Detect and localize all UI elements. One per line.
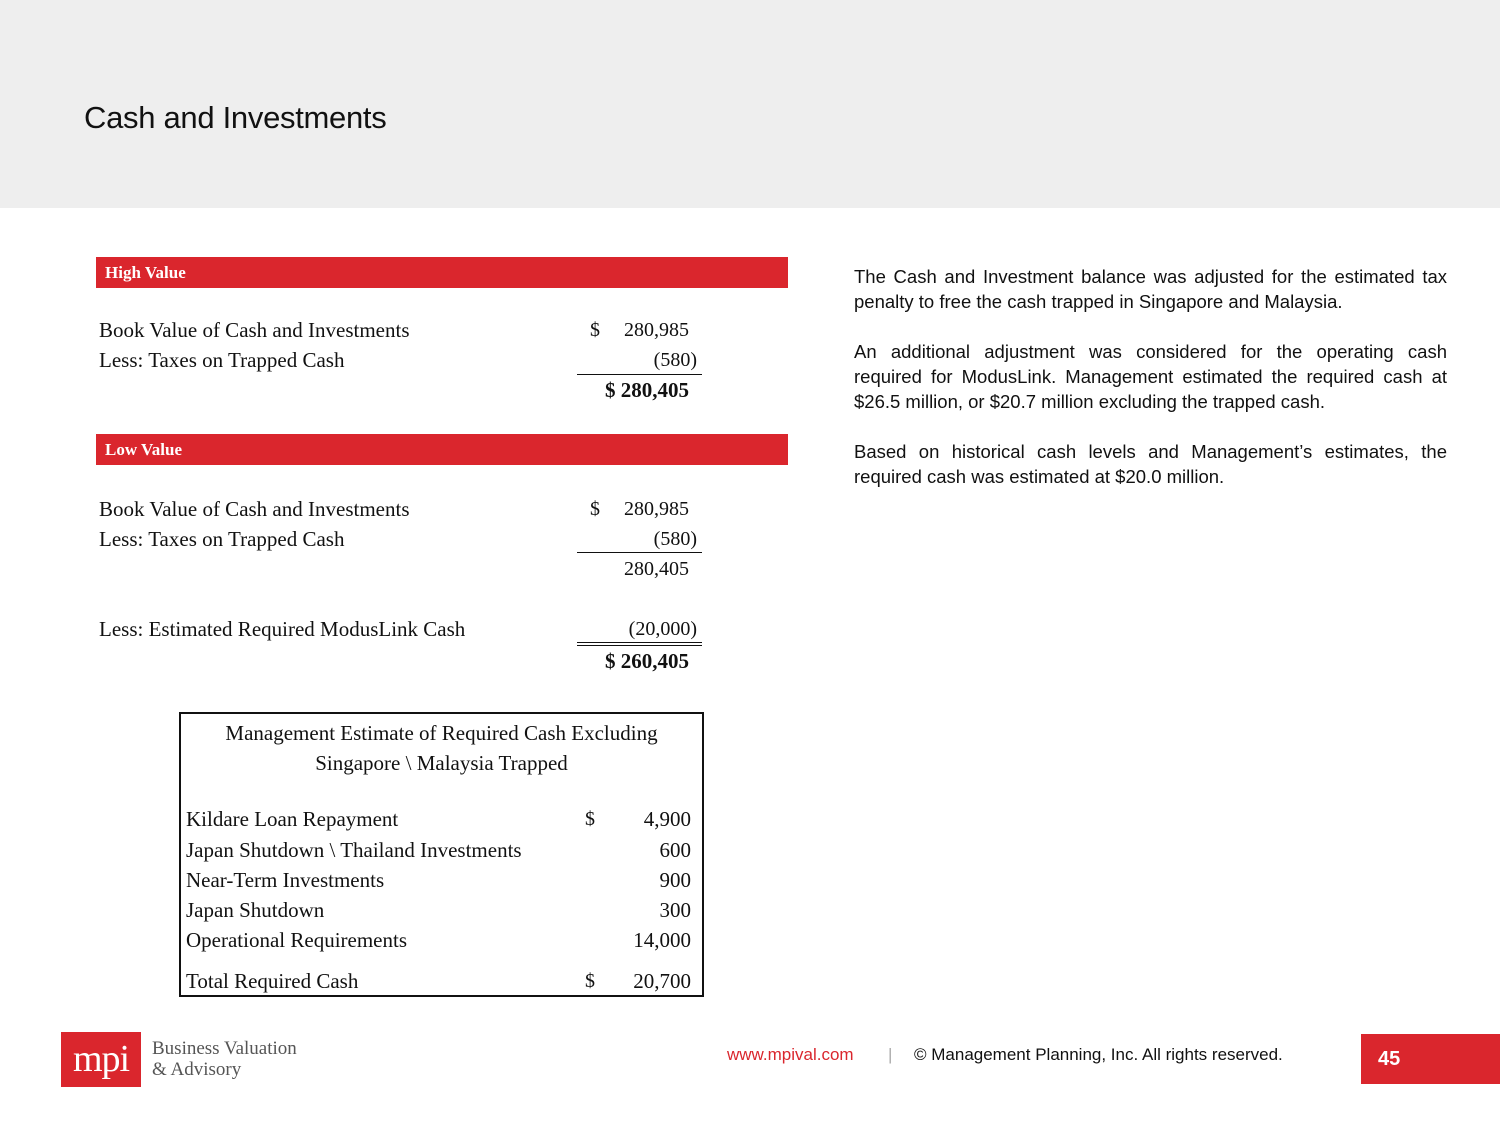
kildare-loan-amount: 4,900 xyxy=(643,807,691,831)
low-book-value-label: Book Value of Cash and Investments xyxy=(99,497,410,521)
mpi-logo: mpi xyxy=(61,1032,141,1087)
low-total-amount: $ 260,405 xyxy=(605,649,689,673)
total-required-currency: $ xyxy=(585,970,595,992)
low-taxes-label: Less: Taxes on Trapped Cash xyxy=(99,527,345,551)
low-subtotal-rule xyxy=(577,552,702,553)
management-estimate-title xyxy=(181,718,702,778)
low-value-header: Low Value xyxy=(96,434,788,465)
commentary-paragraph-3: Based on historical cash levels and Management’s estimates, the required cash was estimated at $20.0 million. xyxy=(854,441,1447,487)
management-estimate-title-line2: Singapore \ Malaysia Trapped xyxy=(315,751,568,775)
logo-tagline-line2: & Advisory xyxy=(152,1059,242,1080)
high-taxes-amount: (580) xyxy=(653,349,697,371)
kildare-loan-currency: $ xyxy=(585,808,595,830)
logo-tagline xyxy=(152,1038,297,1080)
low-subtotal-amount: 280,405 xyxy=(624,558,689,580)
low-book-value-currency: $ xyxy=(590,498,600,520)
commentary-paragraph-2: An additional adjustment was considered for the operating cash required for ModusLink. Management estimated the required cash at $26.5 million, or $20.7 million excluding the trapped cash. xyxy=(854,341,1447,412)
high-total-amount: $ 280,405 xyxy=(605,378,689,402)
japan-shutdown-label: Japan Shutdown xyxy=(186,898,325,922)
high-value-header: High Value xyxy=(96,257,788,288)
low-taxes-amount: (580) xyxy=(653,528,697,550)
operational-amount: 14,000 xyxy=(633,928,691,952)
japan-thailand-amount: 600 xyxy=(659,838,691,862)
logo-tagline-line1: Business Valuation xyxy=(152,1038,297,1059)
footer-website-link[interactable]: www.mpival.com xyxy=(727,1045,854,1064)
japan-thailand-label: Japan Shutdown \ Thailand Investments xyxy=(186,838,522,862)
commentary-paragraph-1: The Cash and Investment balance was adjusted for the estimated tax penalty to free the cash trapped in Singapore and Malaysia. xyxy=(854,266,1447,312)
near-term-label: Near-Term Investments xyxy=(186,868,385,892)
high-book-value-label: Book Value of Cash and Investments xyxy=(99,318,410,342)
high-book-value-currency: $ xyxy=(590,319,600,341)
total-required-label: Total Required Cash xyxy=(186,969,359,993)
total-required-amount: 20,700 xyxy=(633,969,691,993)
low-book-value-amount: 280,985 xyxy=(624,498,689,520)
low-required-cash-amount: (20,000) xyxy=(628,618,697,640)
high-taxes-label: Less: Taxes on Trapped Cash xyxy=(99,348,345,372)
japan-shutdown-amount: 300 xyxy=(659,898,691,922)
low-total-double-rule xyxy=(577,642,702,646)
management-estimate-table xyxy=(179,712,704,997)
high-book-value-amount: 280,985 xyxy=(624,319,689,341)
footer-copyright: © Management Planning, Inc. All rights reserved. xyxy=(914,1045,1283,1064)
near-term-amount: 900 xyxy=(659,868,691,892)
page-number: 45 xyxy=(1361,1034,1500,1084)
kildare-loan-label: Kildare Loan Repayment xyxy=(186,807,399,831)
footer-separator: | xyxy=(888,1045,893,1064)
operational-label: Operational Requirements xyxy=(186,928,408,952)
management-estimate-title-line1: Management Estimate of Required Cash Excluding xyxy=(225,721,658,745)
high-subtotal-rule xyxy=(577,374,702,375)
commentary xyxy=(854,264,1447,514)
page-title: Cash and Investments xyxy=(84,100,387,135)
low-required-cash-label: Less: Estimated Required ModusLink Cash xyxy=(99,617,466,641)
